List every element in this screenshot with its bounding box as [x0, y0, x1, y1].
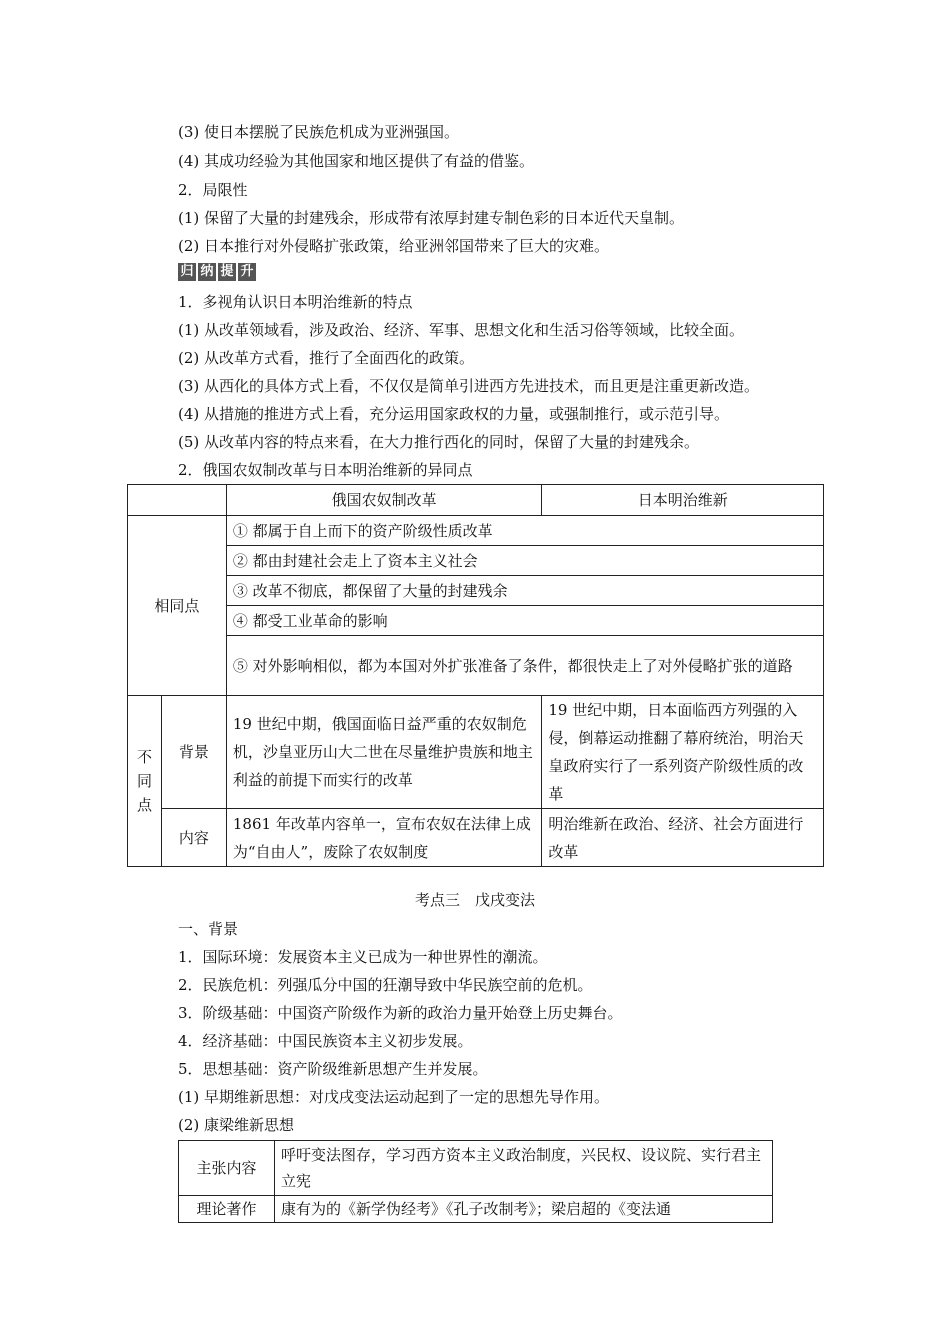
same-item: ① 都属于自上而下的资产阶级性质改革: [226, 516, 823, 546]
text-line: (3) 从西化的具体方式上看，不仅仅是简单引进西方先进技术，而且更是注重更新改造。: [178, 377, 760, 395]
text-line: 2．民族危机：列强瓜分中国的狂潮导致中华民族空前的危机。: [178, 976, 593, 994]
text-line: 2．局限性: [178, 181, 248, 199]
same-item: ④ 都受工业革命的影响: [226, 606, 823, 636]
content-japan: 明治维新在政治、经济、社会方面进行改革: [542, 809, 824, 867]
badge-char: 提: [218, 263, 236, 281]
text-line: 3．阶级基础：中国资产阶级作为新的政治力量开始登上历史舞台。: [178, 1004, 623, 1022]
table-corner-cell: [128, 485, 227, 516]
kang-liang-table: [178, 1140, 773, 1223]
text-line: (2) 日本推行对外侵略扩张政策，给亚洲邻国带来了巨大的灾难。: [178, 237, 610, 255]
text-line: 一、背景: [178, 920, 239, 938]
content-russia: 1861 年改革内容单一，宣布农奴在法律上成为“自由人”，废除了农奴制度: [226, 809, 542, 867]
text-line: (1) 早期维新思想：对戊戌变法运动起到了一定的思想先导作用。: [178, 1088, 610, 1106]
header-japan: 日本明治维新: [542, 485, 824, 516]
kl-row-value: 呼吁变法图存，学习西方资本主义政治制度，兴民权、设议院、实行君主立宪: [275, 1141, 773, 1196]
kl-row-value: 康有为的《新学伪经考》《孔子改制考》；梁启超的《变法通: [275, 1196, 773, 1223]
text-line: 4．经济基础：中国民族资本主义初步发展。: [178, 1032, 473, 1050]
text-line: (4) 其成功经验为其他国家和地区提供了有益的借鉴。: [178, 152, 535, 170]
text-line: (2) 康梁维新思想: [178, 1116, 295, 1134]
text-line: 2．俄国农奴制改革与日本明治维新的异同点: [178, 461, 473, 479]
text-line: (2) 从改革方式看，推行了全面西化的政策。: [178, 349, 475, 367]
background-russia: 19 世纪中期，俄国面临日益严重的农奴制危机，沙皇亚历山大二世在尽量维护贵族和地主利益的前提下而实行的改革: [226, 696, 542, 809]
text-line: (1) 从改革领域看，涉及政治、经济、军事、思想文化和生活习俗等领域，比较全面。: [178, 321, 745, 339]
header-russia: 俄国农奴制改革: [226, 485, 542, 516]
text-line: (5) 从改革内容的特点来看，在大力推行西化的同时，保留了大量的封建残余。: [178, 433, 700, 451]
text-line: (4) 从措施的推进方式上看，充分运用国家政权的力量，或强制推行，或示范引导。: [178, 405, 730, 423]
text-line: 5．思想基础：资产阶级维新思想产生并发展。: [178, 1060, 488, 1078]
background-label: 背景: [161, 696, 226, 809]
section-title: 考点三 戊戌变法: [414, 891, 535, 909]
comparison-table: [127, 484, 824, 867]
text-line: (1) 保留了大量的封建残余，形成带有浓厚封建专制色彩的日本近代天皇制。: [178, 209, 685, 227]
content-label: 内容: [161, 809, 226, 867]
summary-badge: [178, 263, 256, 281]
background-japan: 19 世纪中期，日本面临西方列强的入侵，倒幕运动推翻了幕府统治，明治天皇政府实行了一系列资产阶级性质的改革: [542, 696, 824, 809]
kl-row-label: 理论著作: [179, 1196, 275, 1223]
same-points-label: 相同点: [128, 516, 227, 696]
badge-char: 升: [238, 263, 256, 281]
badge-char: 归: [178, 263, 196, 281]
different-points-label: 不 同 点: [128, 696, 162, 867]
kl-row-label: 主张内容: [179, 1141, 275, 1196]
same-item: ⑤ 对外影响相似，都为本国对外扩张准备了条件，都很快走上了对外侵略扩张的道路: [226, 636, 823, 696]
text-line: 1．国际环境：发展资本主义已成为一种世界性的潮流。: [178, 948, 548, 966]
badge-char: 纳: [198, 263, 216, 281]
text-line: (3) 使日本摆脱了民族危机成为亚洲强国。: [178, 123, 460, 141]
text-line: 1．多视角认识日本明治维新的特点: [178, 293, 413, 311]
same-item: ② 都由封建社会走上了资本主义社会: [226, 546, 823, 576]
same-item: ③ 改革不彻底，都保留了大量的封建残余: [226, 576, 823, 606]
